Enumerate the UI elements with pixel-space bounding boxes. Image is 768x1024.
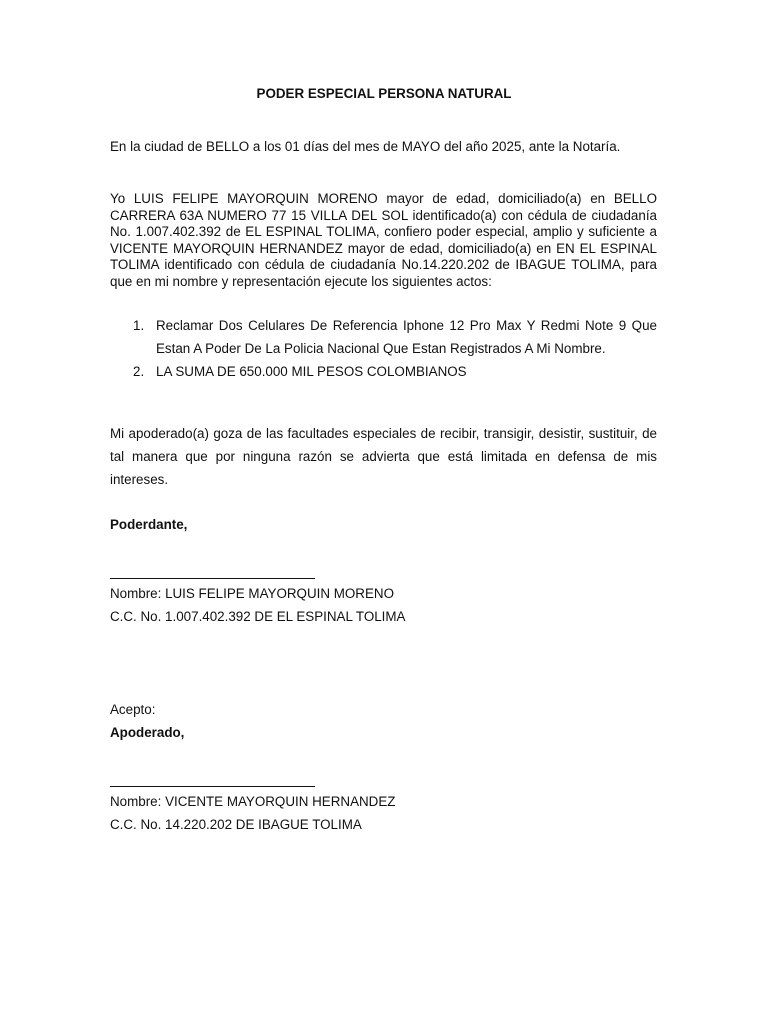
grantor-id: C.C. No. 1.007.402.392 DE EL ESPINAL TOLIMA	[110, 609, 406, 624]
list-item	[110, 360, 657, 383]
document-title: PODER ESPECIAL PERSONA NATURAL	[256, 86, 512, 101]
grantor-name: Nombre: LUIS FELIPE MAYORQUIN MORENO	[110, 586, 394, 601]
intro-line: En la ciudad de BELLO a los 01 días del mes de MAYO del año 2025, ante la Notaría.	[110, 139, 621, 154]
main-paragraph: Yo LUIS FELIPE MAYORQUIN MORENO mayor de edad, domiciliado(a) en BELLO CARRERA 63A NUMERO 77 15 VILLA DEL SOL identificado(a) con cédula de ciudadanía No. 1.007.402.392 de EL ESPINAL TOLIMA, confiero poder especial, amplio y suficiente a VICENTE MAYORQUIN HERNANDEZ mayor de edad, domiciliado(a) en EN EL ESPINAL TOLIMA identificado con cédula de ciudadanía No.14.220.202 de IBAGUE TOLIMA, para que en mi nombre y representación ejecute los siguientes actos:	[110, 191, 657, 289]
grantor-heading: Poderdante,	[110, 517, 188, 532]
list-item-number: 2.	[133, 364, 145, 379]
accept-label: Acepto:	[110, 702, 156, 717]
attorney-id: C.C. No. 14.220.202 DE IBAGUE TOLIMA	[110, 817, 362, 832]
attorney-signature-line	[110, 786, 315, 787]
list-item-number: 1.	[133, 318, 145, 333]
acts-list	[110, 314, 657, 383]
list-item	[110, 314, 657, 360]
attorney-heading: Apoderado,	[110, 725, 185, 740]
attorney-name: Nombre: VICENTE MAYORQUIN HERNANDEZ	[110, 794, 396, 809]
list-item-text: LA SUMA DE 650.000 MIL PESOS COLOMBIANOS	[156, 364, 467, 379]
faculties-paragraph: Mi apoderado(a) goza de las facultades especiales de recibir, transigir, desistir, sustituir, de tal manera que por ninguna razón se advierta que está limitada en defensa de mis intereses.	[110, 426, 657, 487]
list-item-text: Reclamar Dos Celulares De Referencia Iphone 12 Pro Max Y Redmi Note 9 Que Estan A Poder De La Policia Nacional Que Estan Registrados A Mi Nombre.	[156, 318, 657, 356]
grantor-signature-line	[110, 578, 315, 579]
